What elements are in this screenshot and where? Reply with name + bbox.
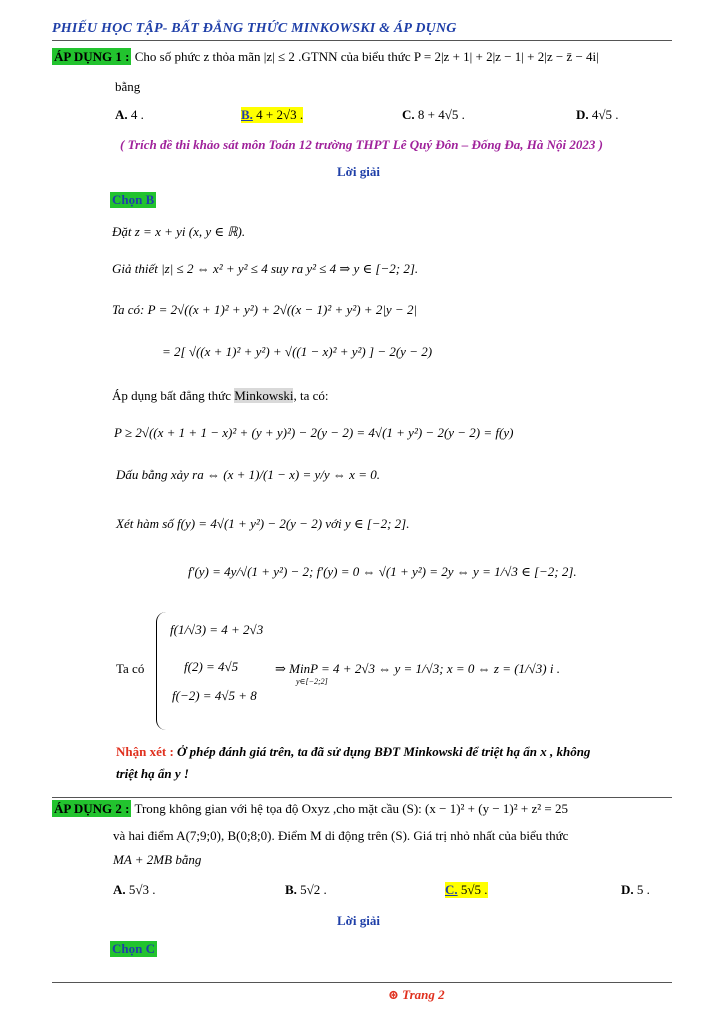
minkowski-highlight: Minkowski	[234, 388, 294, 403]
solution-line-equality: Dấu bằng xảy ra ⇔ (x + 1)/(1 − x) = y/y ⇔ x = 0.	[116, 467, 380, 482]
problem-2-text-cont: và hai điểm A(7;9;0), B(0;8;0). Điểm M di động trên (S). Giá trị nhỏ nhất của biểu thức	[113, 828, 569, 843]
system-row-2: f(2) = 4√5	[184, 659, 239, 674]
problem-2-statement	[52, 801, 568, 817]
problem-1-choice: Chọn B	[112, 192, 155, 207]
solution-line-inequality: P ≥ 2√((x + 1 + 1 − x)² + (y + y)²) − 2(y − 2) = 4√(1 + y²) − 2(y − 2) = f(y)	[114, 425, 514, 440]
solution-line-p-rewrite: = 2[ √((x + 1)² + y²) + √((1 − x)² + y²) ] − 2(y − 2)	[162, 344, 433, 359]
problem-1-text-cont: bằng	[115, 79, 141, 94]
remark-label: Nhận xét :	[116, 744, 174, 759]
solution-line-ta-co: Ta có	[116, 661, 145, 676]
remark-line-2: triệt hạ ẩn y !	[116, 766, 189, 781]
problem-2-expression: MA + 2MB bằng	[113, 852, 202, 867]
problem-1-text: Cho số phức z thỏa mãn |z| ≤ 2 .GTNN của biểu thức P = 2|z + 1| + 2|z − 1| + 2|z − z̄ − 4i|	[134, 49, 599, 64]
problem-2-solution-title: Lời giải	[337, 913, 380, 928]
problem-1-source: ( Trích đề thi khảo sát môn Toán 12 trường THPT Lê Quý Đôn – Đống Đa, Hà Nội 2023 )	[120, 137, 603, 152]
header-divider	[52, 40, 672, 41]
p2-answer-d: D. 5 .	[621, 882, 650, 897]
answer-a: A. 4 .	[115, 107, 144, 122]
answer-c: C. 8 + 4√5 .	[402, 107, 465, 122]
system-row-3: f(−2) = 4√5 + 8	[172, 688, 257, 703]
system-row-1: f(1/√3) = 4 + 2√3	[170, 622, 264, 637]
problem-2-text: Trong không gian với hệ tọa độ Oxyz ,cho mặt cầu (S): (x − 1)² + (y − 1)² + z² = 25	[134, 801, 568, 816]
solution-line-set-z: Đặt z = x + yi (x, y ∈ ℝ).	[112, 224, 246, 239]
system-brace	[156, 612, 169, 730]
solution-line-hypothesis: Giả thiết |z| ≤ 2 ⇔ x² + y² ≤ 4 suy ra y² ≤ 4 ⇒ y ∈ [−2; 2].	[112, 261, 419, 276]
p2-answer-b: B. 5√2 .	[285, 882, 327, 897]
solution-line-p-expression: Ta có: P = 2√((x + 1)² + y²) + 2√((x − 1)² + y²) + 2|y − 2|	[112, 302, 418, 317]
problem-1-statement	[52, 49, 599, 65]
solution-line-min: ⇒ MinP = 4 + 2√3 ⇔ y = 1/√3; x = 0 ⇔ z = (1/√3) i .	[275, 661, 560, 676]
page-header-title: PHIẾU HỌC TẬP- BẤT ĐẲNG THỨC MINKOWSKI & ÁP DỤNG	[52, 21, 457, 36]
remark-line-1: Nhận xét : Ở phép đánh giá trên, ta đã sử dụng BĐT Minkowski để triệt hạ ẩn x , không	[116, 744, 591, 759]
problem-2-tag: ÁP DỤNG 2 :	[54, 801, 130, 816]
solution-line-apply-minkowski: Áp dụng bất đẳng thức Minkowski, ta có:	[112, 388, 329, 403]
problem-1-tag: ÁP DỤNG 1 :	[54, 49, 130, 64]
problem-2-choice: Chọn C	[112, 941, 155, 956]
answer-b-correct: B. 4 + 2√3 .	[241, 107, 304, 122]
min-subscript: y∈[−2;2]	[296, 677, 328, 686]
problem-1-solution-title: Lời giải	[337, 164, 380, 179]
solution-line-function: Xét hàm số f(y) = 4√(1 + y²) − 2(y − 2) với y ∈ [−2; 2].	[116, 516, 410, 531]
problem-2-divider	[52, 797, 672, 798]
p2-answer-c-correct: C. 5√5 .	[445, 882, 488, 897]
page-number: ⊛ Trang 2	[388, 987, 445, 1002]
p2-answer-a: A. 5√3 .	[113, 882, 156, 897]
solution-line-derivative: f′(y) = 4y/√(1 + y²) − 2; f′(y) = 0 ⇔ √(1 + y²) = 2y ⇔ y = 1/√3 ∈ [−2; 2].	[188, 564, 577, 579]
answer-d: D. 4√5 .	[576, 107, 619, 122]
footer-divider	[52, 982, 672, 983]
